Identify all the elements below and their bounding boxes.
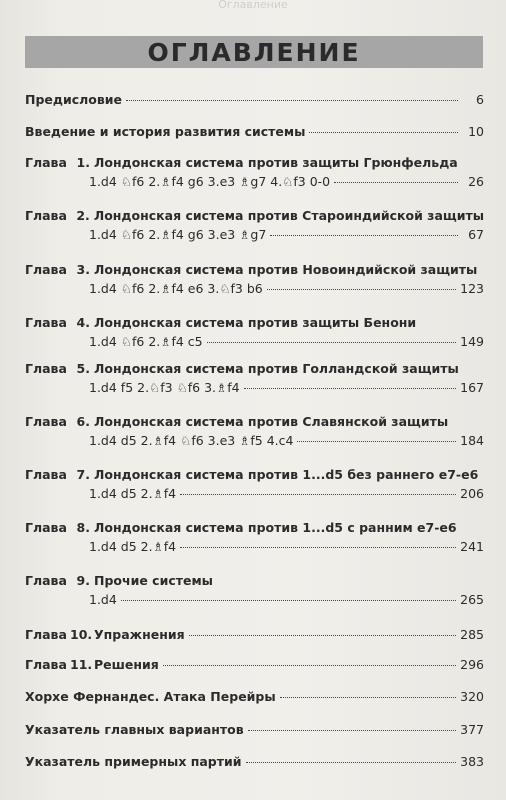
page-number: 67 (468, 227, 484, 242)
page-number: 285 (460, 627, 484, 642)
chapter-label: Глава (25, 361, 67, 376)
dot-leader (244, 388, 457, 389)
toc-entry-chapter-7[interactable] (25, 467, 484, 502)
chapter-title: Лондонская система против Голландской защиты (94, 361, 459, 376)
chapter-label: Глава (25, 208, 67, 223)
chapter-moves: 1.d4 f5 2.♘f3 ♘f6 3.♗f4 (89, 380, 240, 395)
toc-entry-fernandez[interactable] (25, 689, 484, 705)
toc-entry-preface[interactable] (25, 92, 484, 108)
chapter-label: Глава (25, 573, 67, 588)
chapter-label: Глава (25, 315, 67, 330)
toc-entry-chapter-6[interactable] (25, 414, 484, 449)
chapter-label: Глава (25, 467, 67, 482)
chapter-number: 6. (76, 414, 90, 429)
toc-entry-chapter-9[interactable] (25, 573, 484, 608)
chapter-number: 1. (76, 155, 90, 170)
chapter-number: 8. (76, 520, 90, 535)
toc-entry-chapter-8[interactable] (25, 520, 484, 555)
toc-entry-chapter-10[interactable] (25, 627, 484, 643)
toc-entry-index-variations[interactable] (25, 722, 484, 738)
page-number: 241 (460, 539, 484, 554)
dot-leader (180, 547, 456, 548)
dot-leader (126, 100, 458, 101)
toc-entry-chapter-3[interactable] (25, 262, 484, 297)
chapter-title: Лондонская система против Староиндийской защиты (93, 208, 484, 223)
chapter-number: 10. (70, 627, 93, 642)
dot-leader (180, 494, 456, 495)
entry-title: Указатель главных вариантов (25, 722, 244, 737)
running-head: Оглавление (218, 0, 288, 11)
chapter-moves: 1.d4 (89, 592, 117, 607)
entry-title: Введение и история развития системы (25, 124, 306, 139)
page-number: 206 (460, 486, 484, 501)
dot-leader (248, 730, 457, 731)
page-number: 26 (468, 174, 484, 189)
chapter-moves: 1.d4 ♘f6 2.♗f4 g6 3.e3 ♗g7 4.♘f3 0-0 (89, 174, 331, 189)
chapter-label: Глава (25, 155, 67, 170)
chapter-label: Глава (25, 627, 67, 642)
chapter-moves: 1.d4 ♘f6 2.♗f4 c5 (89, 334, 203, 349)
page-number: 149 (460, 334, 484, 349)
page-number: 10 (468, 124, 484, 139)
chapter-number: 7. (76, 467, 90, 482)
entry-title: Указатель примерных партий (25, 754, 242, 769)
dot-leader (334, 182, 458, 183)
page-number: 377 (460, 722, 484, 737)
chapter-title: Лондонская система против Славянской защиты (94, 414, 449, 429)
chapter-title: Лондонская система против Новоиндийской защиты (94, 262, 478, 277)
chapter-label: Глава (25, 262, 67, 277)
chapter-title: Лондонская система против защиты Бенони (94, 315, 417, 330)
chapter-label: Глава (25, 657, 67, 672)
chapter-moves: 1.d4 ♘f6 2.♗f4 e6 3.♘f3 b6 (89, 281, 263, 296)
dot-leader (270, 235, 458, 236)
chapter-number: 9. (76, 573, 90, 588)
page-number: 167 (460, 380, 484, 395)
chapter-moves: 1.d4 ♘f6 2.♗f4 g6 3.e3 ♗g7 (89, 227, 267, 242)
dot-leader (267, 289, 456, 290)
chapter-title: Упражнения (94, 627, 185, 642)
toc-entry-chapter-4[interactable] (25, 315, 484, 350)
chapter-moves: 1.d4 d5 2.♗f4 ♘f6 3.e3 ♗f5 4.c4 (89, 433, 294, 448)
chapter-title: Прочие системы (94, 573, 213, 588)
page-number: 6 (476, 92, 484, 107)
chapter-title: Лондонская система против 1...d5 без раннего e7-e6 (94, 467, 479, 482)
page-number: 296 (460, 657, 484, 672)
title-bar (25, 36, 483, 68)
dot-leader (207, 342, 457, 343)
page-title: ОГЛАВЛЕНИЕ (147, 37, 361, 67)
chapter-number: 11. (70, 657, 93, 672)
dot-leader (280, 697, 456, 698)
dot-leader (163, 665, 456, 666)
dot-leader (121, 600, 456, 601)
toc-entry-chapter-1[interactable] (25, 155, 484, 190)
chapter-number: 5. (76, 361, 90, 376)
toc-entry-chapter-2[interactable] (25, 208, 484, 243)
chapter-label: Глава (25, 520, 67, 535)
chapter-label: Глава (25, 414, 67, 429)
page-number: 383 (460, 754, 484, 769)
dot-leader (189, 635, 457, 636)
page-number: 320 (460, 689, 484, 704)
page-number: 265 (460, 592, 484, 607)
page-number: 184 (460, 433, 484, 448)
entry-title: Предисловие (25, 92, 123, 107)
dot-leader (297, 441, 456, 442)
toc-entry-index-games[interactable] (25, 754, 484, 770)
chapter-number: 3. (76, 262, 90, 277)
dot-leader (309, 132, 458, 133)
chapter-title: Лондонская система против 1...d5 с ранним e7-e6 (94, 520, 457, 535)
toc-entry-introduction[interactable] (25, 124, 484, 140)
toc-entry-chapter-11[interactable] (25, 657, 484, 673)
chapter-title: Лондонская система против защиты Грюнфельда (94, 155, 458, 170)
entry-title: Хорхе Фернандес. Атака Перейры (25, 689, 276, 704)
toc-entry-chapter-5[interactable] (25, 361, 484, 396)
page-number: 123 (460, 281, 484, 296)
chapter-title: Решения (94, 657, 159, 672)
dot-leader (246, 762, 457, 763)
chapter-moves: 1.d4 d5 2.♗f4 (89, 486, 177, 501)
chapter-number: 4. (76, 315, 90, 330)
chapter-moves: 1.d4 d5 2.♗f4 (89, 539, 177, 554)
chapter-number: 2. (76, 208, 90, 223)
